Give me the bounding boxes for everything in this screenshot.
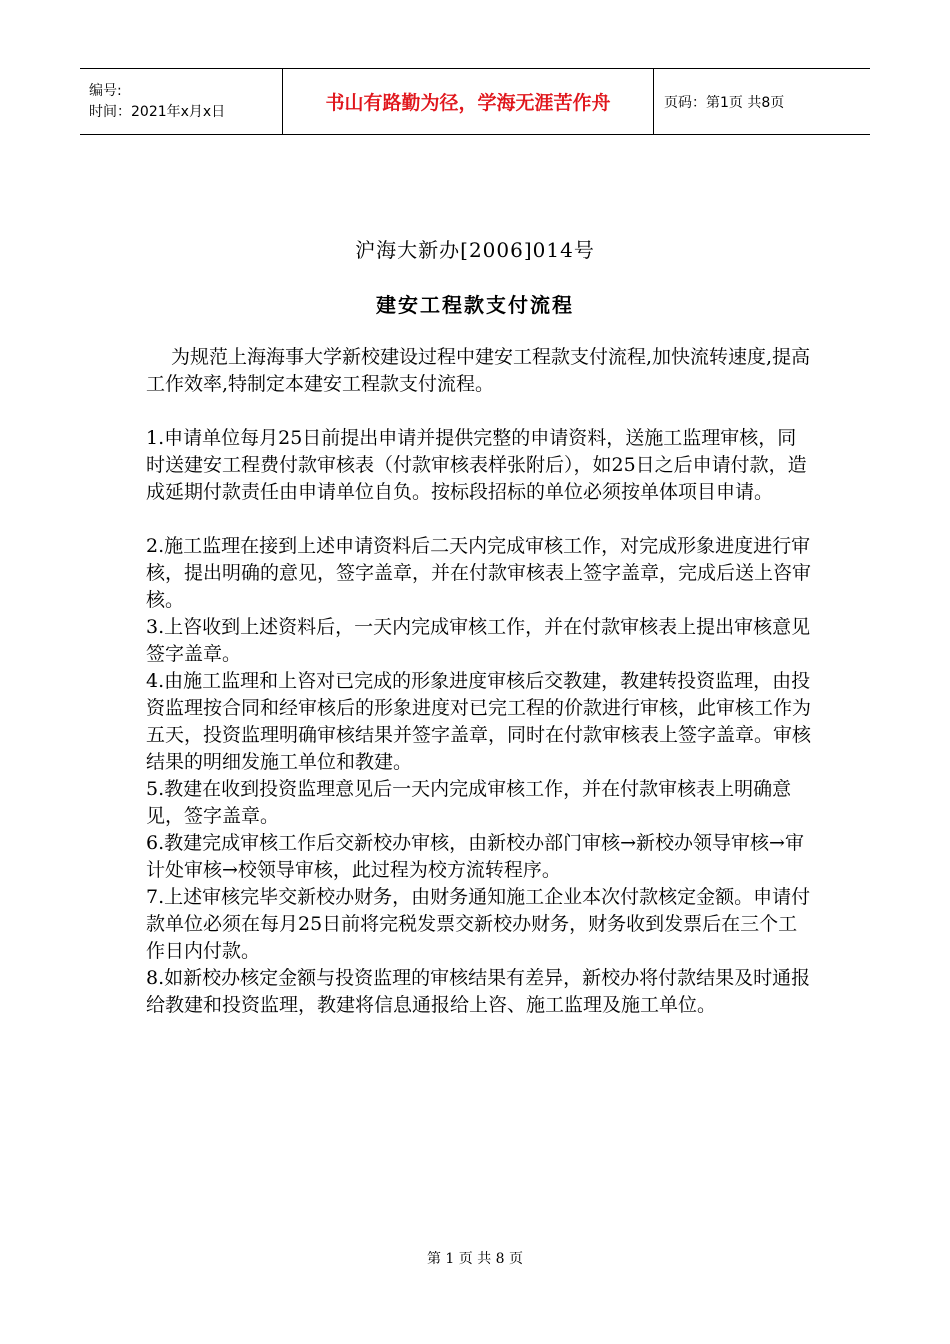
page-footer: 第 1 页 共 8 页 xyxy=(426,1251,524,1267)
page-header xyxy=(80,68,870,135)
list-item-4: 4.由施工监理和上咨对已完成的形象进度审核后交教建，教建转投资监理，由投资监理按合同和经审核后的形象进度对已完工程的价款进行审核，此审核工作为五天，投资监理明确审核结果并签字盖章，同时在付款审核表上签字盖章。审核结果的明细发施工单位和教建。 xyxy=(146,670,812,773)
document-number: 沪海大新办[2006]014号 xyxy=(355,238,595,262)
list-item-3: 3.上咨收到上述资料后，一天内完成审核工作，并在付款审核表上提出审核意见签字盖章。 xyxy=(146,616,811,665)
list-item-5: 5.教建在收到投资监理意见后一天内完成审核工作，并在付款审核表上明确意见，签字盖章。 xyxy=(146,778,792,827)
time-label: 时间：2021年x月x日 xyxy=(89,103,226,120)
header-page-info: 页码：第1页 共8页 xyxy=(664,94,785,111)
intro-paragraph: 为规范上海海事大学新校建设过程中建安工程款支付流程,加快流转速度,提高工作效率,特制定本建安工程款支付流程。 xyxy=(146,346,811,395)
header-motto-cell xyxy=(282,69,654,134)
header-motto: 书山有路勤为径，学海无涯苦作舟 xyxy=(325,92,611,114)
list-item-7: 7.上述审核完毕交新校办财务，由财务通知施工企业本次付款核定金额。申请付款单位必须在每月25日前将完税发票交新校办财务，财务收到发票后在三个工作日内付款。 xyxy=(146,886,811,962)
number-label: 编号: xyxy=(89,82,122,99)
list-item-6: 6.教建完成审核工作后交新校办审核，由新校办部门审核→新校办领导审核→审计处审核→校领导审核，此过程为校方流转程序。 xyxy=(146,832,804,881)
list-item-8: 8.如新校办核定金额与投资监理的审核结果有差异，新校办将付款结果及时通报给教建和投资监理，教建将信息通报给上咨、施工监理及施工单位。 xyxy=(146,967,811,1016)
document-body xyxy=(146,344,814,1019)
document-title: 建安工程款支付流程 xyxy=(376,293,574,317)
list-item-1: 1.申请单位每月25日前提出申请并提供完整的申请资料，送施工监理审核，同时送建安工程费付款审核表（付款审核表样张附后），如25日之后申请付款，造成延期付款责任由申请单位自负。按标段招标的单位必须按单体项目申请。 xyxy=(146,427,807,503)
list-item-2: 2.施工监理在接到上述申请资料后二天内完成审核工作，对完成形象进度进行审核，提出明确的意见，签字盖章，并在付款审核表上签字盖章，完成后送上咨审核。 xyxy=(146,535,812,611)
header-left xyxy=(80,69,282,134)
